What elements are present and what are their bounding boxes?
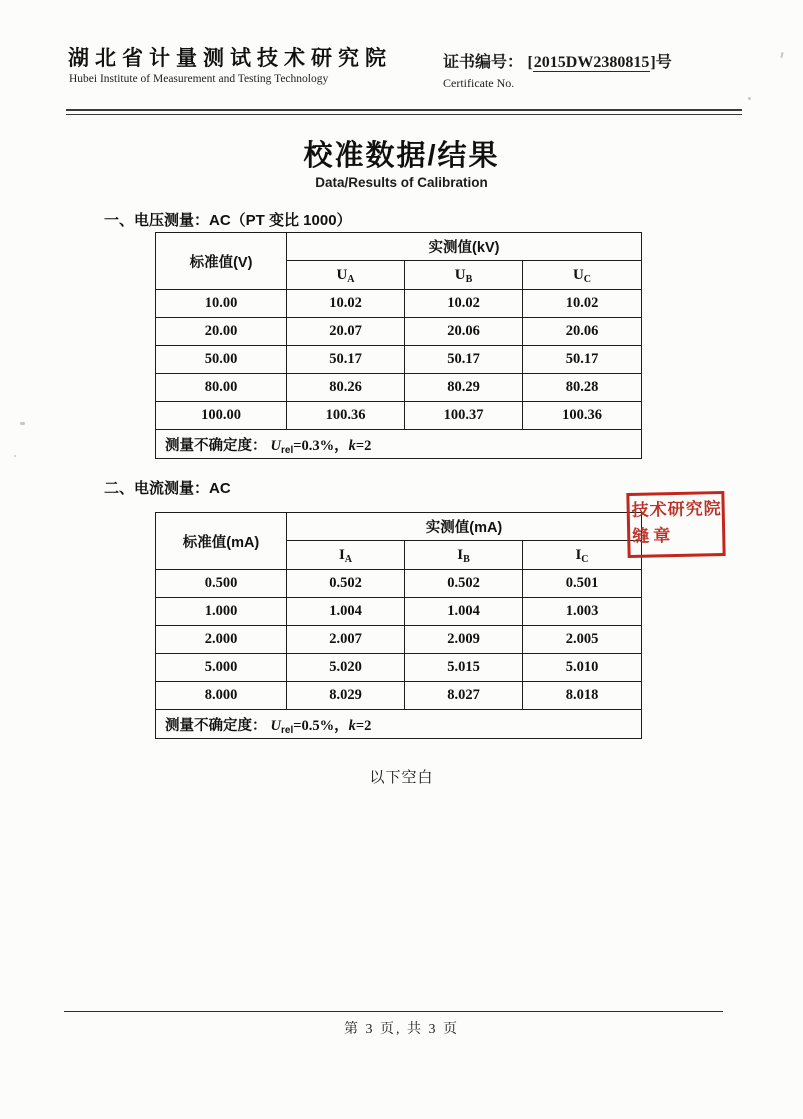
table-cell: 0.500 — [156, 570, 287, 598]
certificate-number-bracket-open: [ — [527, 54, 533, 71]
table-cell: 20.06 — [523, 318, 642, 346]
paging-seal-stamp — [626, 491, 725, 558]
table-row — [156, 346, 642, 374]
scan-speck — [20, 422, 25, 425]
org-name-en: Hubei Institute of Measurement and Testing Technology — [69, 73, 329, 85]
table-cell: 10.00 — [156, 290, 287, 318]
table-cell: 0.502 — [405, 570, 523, 598]
table-cell: 0.502 — [287, 570, 405, 598]
voltage-stub-header: 标准值(V) — [156, 233, 287, 290]
table-header-row — [156, 233, 642, 261]
table-cell: 10.02 — [287, 290, 405, 318]
org-name: 湖北省计量测试技术研究院 — [68, 47, 392, 70]
certificate-number — [443, 49, 672, 72]
table-row — [156, 318, 642, 346]
table-cell: 1.000 — [156, 598, 287, 626]
table-cell: 8.027 — [405, 682, 523, 710]
table-row — [156, 570, 642, 598]
table-cell: 5.015 — [405, 654, 523, 682]
stamp-text-line1: 技术研究院 — [631, 499, 722, 520]
table-row — [156, 402, 642, 430]
voltage-col-ua: $U_A$ — [287, 261, 405, 290]
table-cell: 1.004 — [405, 598, 523, 626]
table-cell: 50.00 — [156, 346, 287, 374]
table-cell: 10.02 — [523, 290, 642, 318]
section-voltage-heading: 一、电压测量：AC（PT 变比 1000） — [104, 212, 352, 229]
table-cell: 100.00 — [156, 402, 287, 430]
certificate-number-value: 2015DW2380815 — [533, 54, 650, 71]
table-cell: 80.00 — [156, 374, 287, 402]
voltage-uncertainty-note: 测量不确定度： $U_{rel}=0.3\%$，k=2 — [156, 430, 642, 459]
table-cell: 80.29 — [405, 374, 523, 402]
table-cell: 5.010 — [523, 654, 642, 682]
page-subtitle: Data/Results of Calibration — [315, 175, 488, 190]
header-divider — [66, 109, 742, 115]
table-cell: 1.003 — [523, 598, 642, 626]
current-stub-header: 标准值(mA) — [156, 513, 287, 570]
table-cell: 50.17 — [287, 346, 405, 374]
table-cell: 100.36 — [287, 402, 405, 430]
table-cell: 8.018 — [523, 682, 642, 710]
table-row — [156, 290, 642, 318]
table-row — [156, 654, 642, 682]
table-cell: 20.07 — [287, 318, 405, 346]
table-cell: 0.501 — [523, 570, 642, 598]
uncertainty-row — [156, 710, 642, 739]
table-cell: 5.000 — [156, 654, 287, 682]
table-cell: 100.36 — [523, 402, 642, 430]
table-cell: 10.02 — [405, 290, 523, 318]
current-group-header: 实测值(mA) — [287, 513, 642, 541]
table-cell: 8.029 — [287, 682, 405, 710]
voltage-group-header: 实测值(kV) — [287, 233, 642, 261]
certificate-number-suffix: 号 — [655, 54, 672, 71]
certificate-number-label: 证书编号： — [443, 54, 524, 71]
table-cell: 50.17 — [405, 346, 523, 374]
scan-speck — [748, 97, 751, 100]
table-cell: 8.000 — [156, 682, 287, 710]
voltage-table — [155, 232, 642, 459]
table-cell: 5.020 — [287, 654, 405, 682]
section-current-heading: 二、电流测量：AC — [104, 480, 231, 497]
table-cell: 20.00 — [156, 318, 287, 346]
stamp-text-line2: 缝章 — [632, 525, 675, 546]
table-row — [156, 626, 642, 654]
table-cell: 80.28 — [523, 374, 642, 402]
scan-speck — [780, 52, 783, 58]
current-uncertainty-note: 测量不确定度： $U_{rel}=0.5\%$，k=2 — [156, 710, 642, 739]
uncertainty-row — [156, 430, 642, 459]
scan-speck — [14, 455, 16, 457]
table-cell: 1.004 — [287, 598, 405, 626]
current-col-ib: $I_B$ — [405, 541, 523, 570]
table-cell: 2.009 — [405, 626, 523, 654]
table-cell: 2.005 — [523, 626, 642, 654]
certificate-number-label-en: Certificate No. — [443, 76, 515, 90]
page-title: 校准数据/结果 — [303, 140, 500, 172]
current-table — [155, 512, 642, 739]
voltage-col-ub: $U_B$ — [405, 261, 523, 290]
table-row — [156, 374, 642, 402]
blank-below-note: 以下空白 — [369, 769, 434, 786]
current-col-ia: $I_A$ — [287, 541, 405, 570]
certificate-number-bracket-close: ] — [650, 54, 656, 71]
footer-divider — [64, 1011, 723, 1012]
table-cell: 100.37 — [405, 402, 523, 430]
table-cell: 2.000 — [156, 626, 287, 654]
table-row — [156, 682, 642, 710]
table-cell: 20.06 — [405, 318, 523, 346]
current-col-ic: $I_C$ — [523, 541, 642, 570]
table-cell: 80.26 — [287, 374, 405, 402]
table-header-row — [156, 513, 642, 541]
table-row — [156, 598, 642, 626]
table-cell: 50.17 — [523, 346, 642, 374]
page-number: 第 3 页, 共 3 页 — [344, 1022, 459, 1037]
table-cell: 2.007 — [287, 626, 405, 654]
voltage-col-uc: $U_C$ — [523, 261, 642, 290]
